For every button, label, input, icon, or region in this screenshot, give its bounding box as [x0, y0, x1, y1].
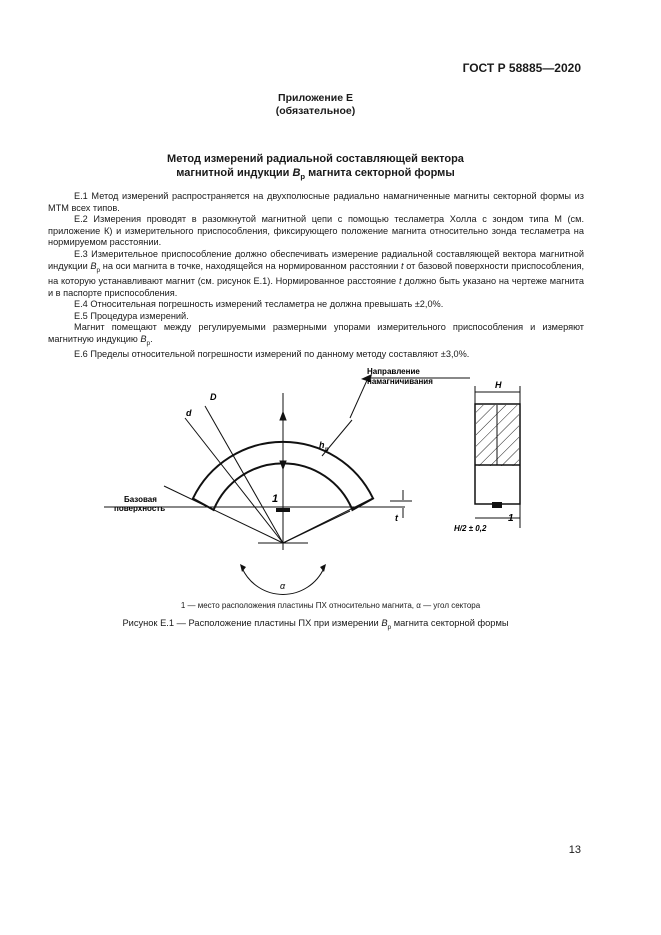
- paragraph-e3: Е.3 Измерительное приспособление должно обеспечивать измерение радиальной составляющей вектора магнитной индукции $B_р$ на оси магнита в точке, находящейся на нормированном расстоянии t от базовой поверхности приспособления, на которую устанавливают магнит (см. рисунок Е.1). Нормированное расстояние t должно быть указано на чертеже магнита и в паспорте приспособления.: [48, 248, 584, 298]
- body-text: [48, 191, 584, 361]
- paragraph-e5: Е.5 Процедура измерений.: [74, 310, 189, 321]
- figure-drawing: [90, 368, 560, 598]
- section-title-line2: магнитной индукции $B_р$ магнита секторной формы: [176, 167, 455, 182]
- paragraph-e6: Е.6 Пределы относительной погрешности измерений по данному методу составляют ±3,0%.: [74, 349, 470, 360]
- side-probe-plate: [492, 502, 502, 508]
- label-alpha: α: [280, 581, 286, 591]
- base-surface-dims: [390, 490, 412, 518]
- page-number: 13: [568, 844, 581, 856]
- appendix-title: Приложение Е: [278, 92, 353, 104]
- appendix-status: (обязательное): [275, 105, 356, 117]
- probe-plate: [276, 508, 290, 512]
- label-d: d: [186, 408, 192, 418]
- label-H2: H/2 ± 0,2: [454, 524, 487, 533]
- label-base-1: Базовая: [124, 495, 157, 504]
- label-base-2: поверхность: [114, 504, 166, 513]
- height-dim: [280, 412, 286, 469]
- label-t: t: [395, 513, 398, 523]
- document-code: ГОСТ Р 58885—2020: [462, 61, 581, 75]
- paragraph-e5-procedure: Магнит помещают между регулируемыми размерными упорами измерительного приспособления и измеряют магнитную индукцию $B_р$.: [48, 322, 584, 347]
- label-1b: 1: [508, 513, 514, 524]
- label-p: р: [325, 447, 329, 453]
- label-D: D: [210, 392, 217, 402]
- label-direction-2: намагничивания: [367, 377, 433, 386]
- paragraph-e2: Е.2 Измерения проводят в разомкнутой магнитной цепи с помощью тесламетра Холла с зондом типа М (см. приложение К) и измерительного приспособления, фиксирующего положение магнита относительно зонда тесламетра на нормируемом расстоянии.: [48, 214, 584, 248]
- figure-caption: Рисунок Е.1 — Расположение пластины ПХ при измерении $B_р$ магнита секторной формы: [122, 618, 509, 631]
- label-direction-1: Направление: [367, 368, 420, 376]
- label-1: 1: [272, 493, 279, 505]
- figure-e1: [90, 368, 560, 598]
- section-title-line1: Метод измерений радиальной составляющей вектора: [167, 153, 464, 165]
- side-view: [475, 404, 520, 504]
- paragraph-e4: Е.4 Относительная погрешность измерений тесламетра не должна превышать ±2,0%.: [74, 299, 444, 310]
- label-H: H: [495, 380, 502, 390]
- figure-legend: 1 — место расположения пластины ПХ относительно магнита, α — угол сектора: [180, 601, 481, 610]
- label-h: h: [319, 440, 325, 450]
- paragraph-e1: Е.1 Метод измерений распространяется на двухполюсные радиально намагниченные магниты секторной формы из МТМ всех типов.: [48, 191, 584, 213]
